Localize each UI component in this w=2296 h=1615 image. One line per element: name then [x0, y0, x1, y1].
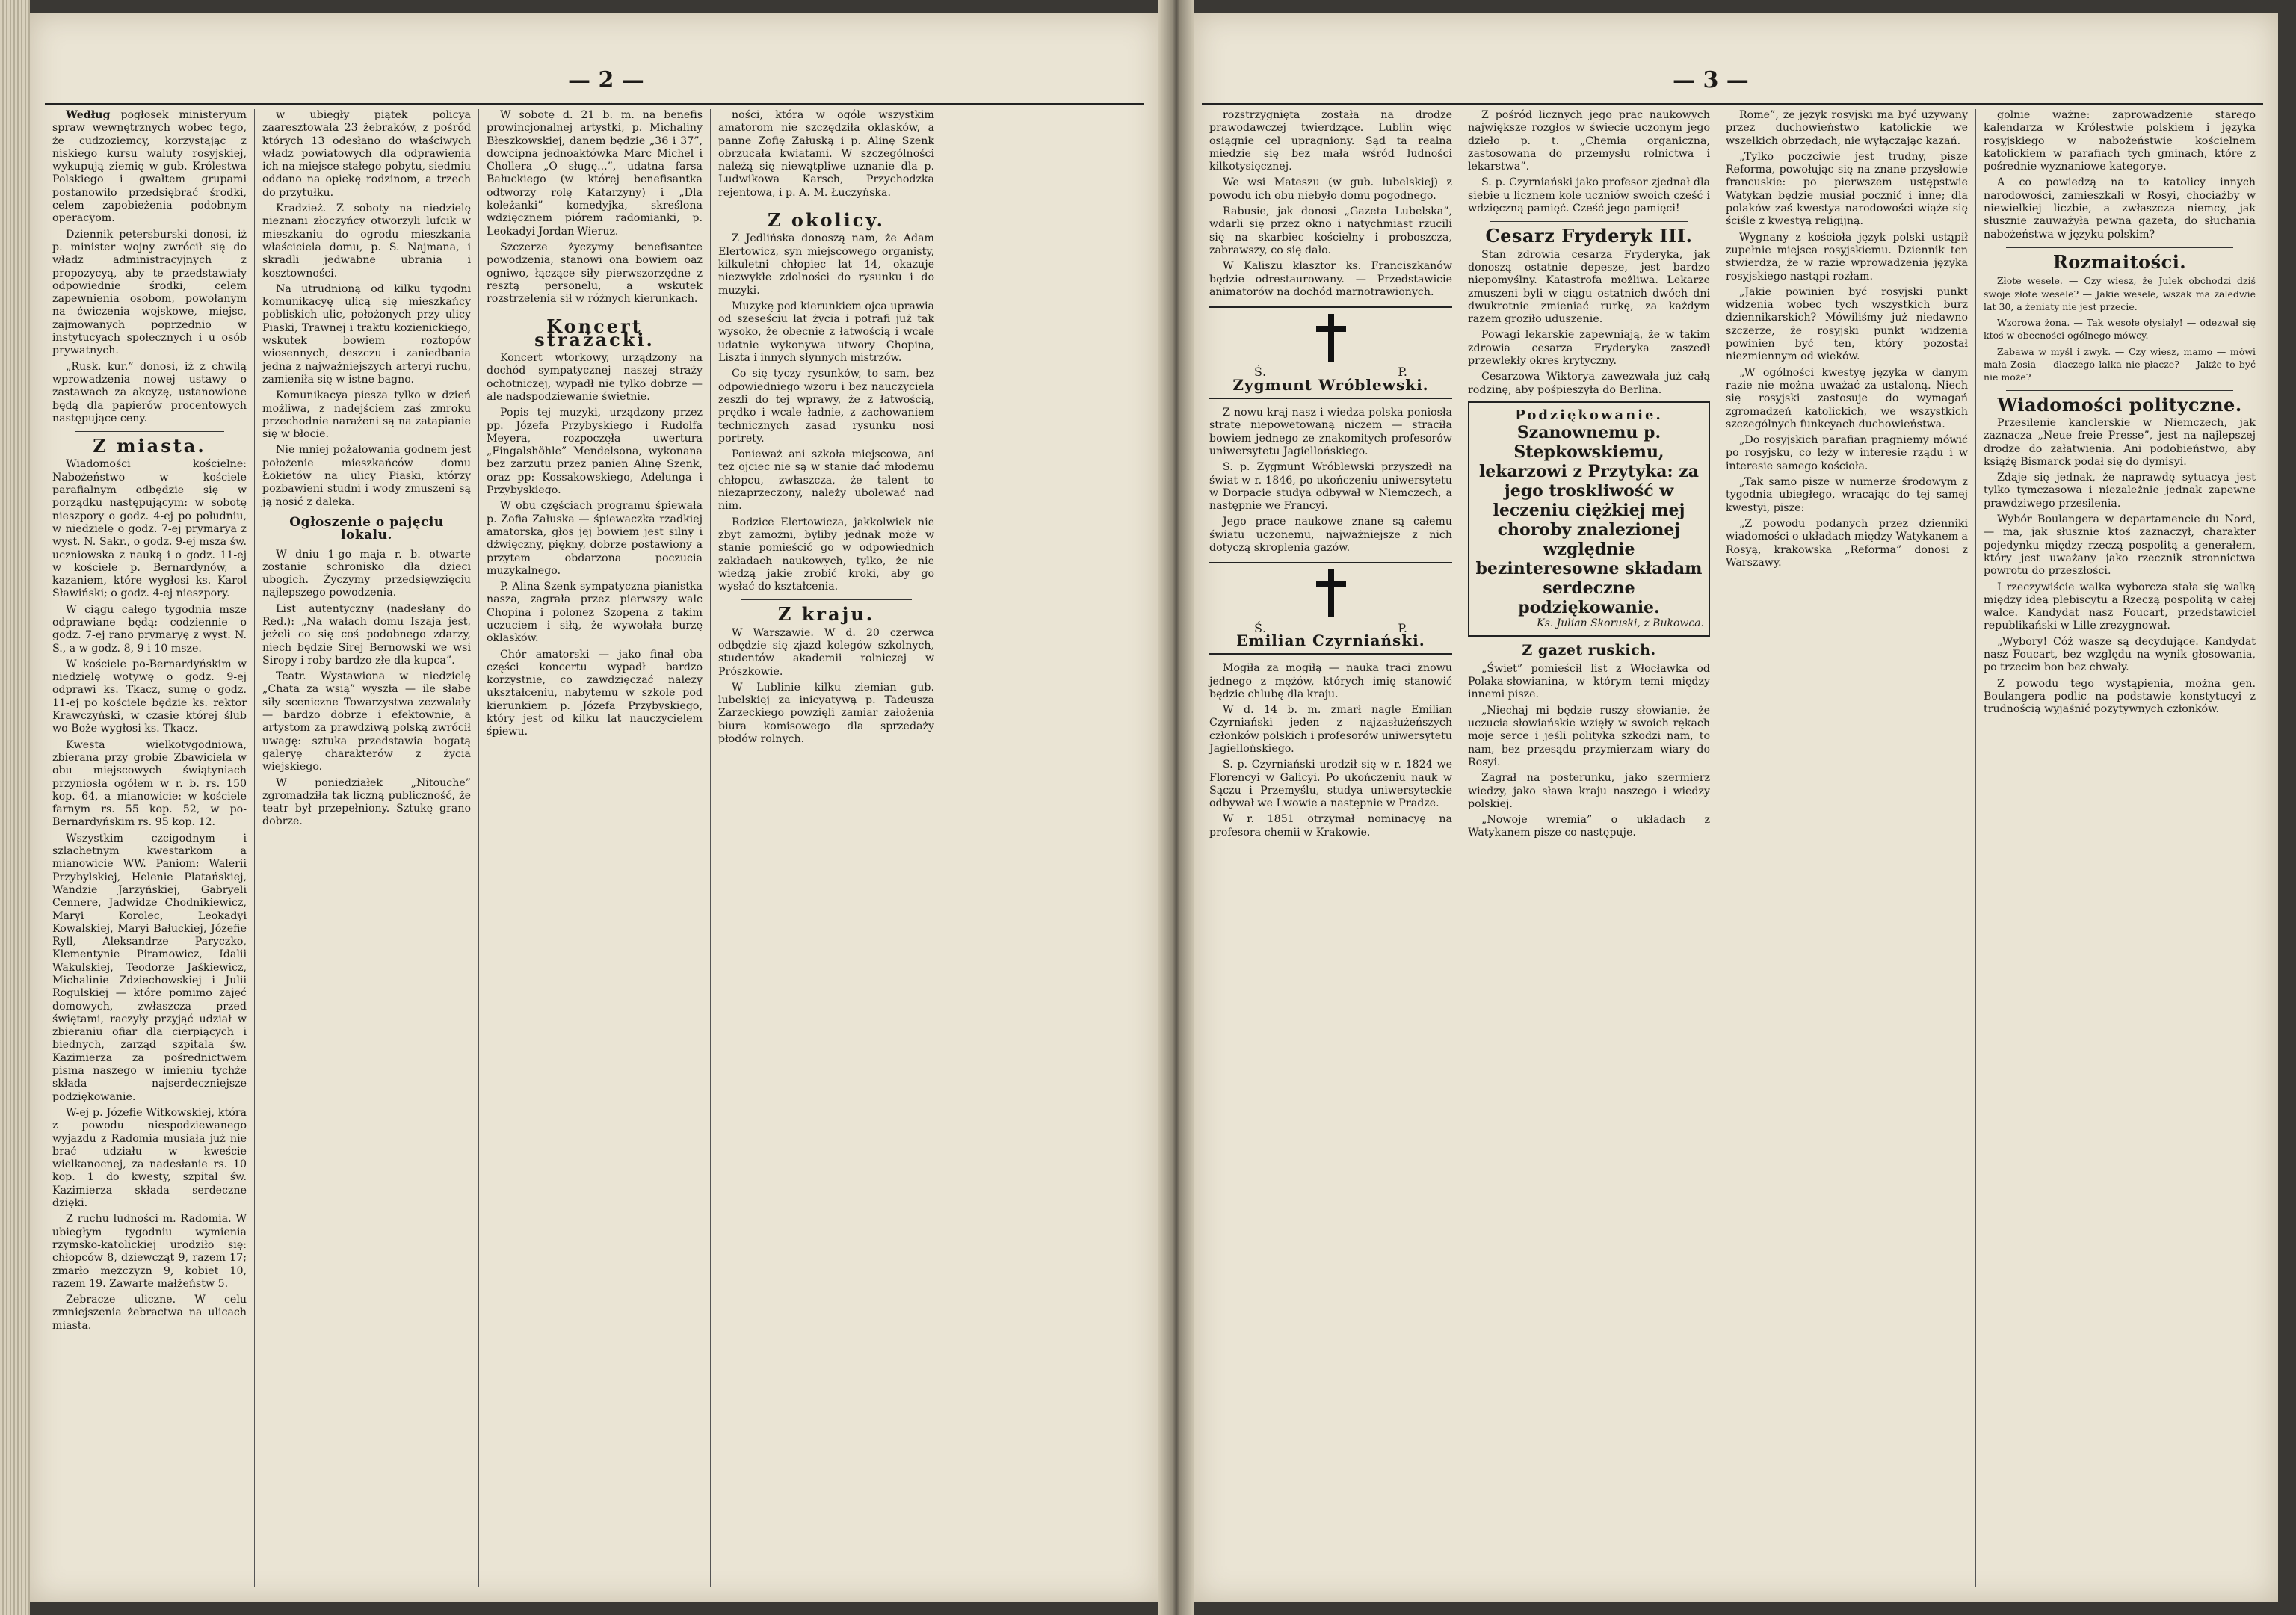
obituary-box [1209, 562, 1452, 655]
paragraph: W kościele po-Bernardyńskim w niedzielę wotywę o godz. 9-ej odprawi ks. Tkacz, sumę o godz. 11-ej po kościele będzie ks. rektor Krawczyński, w czasie której ślub wo Boże wygłosi ks. Tkacz. [52, 658, 247, 735]
paragraph: P. Alina Szenk sympatyczna pianistka nasza, zagrała przez pierwszy walc Chopina i polonez Szopena z takim uczuciem i siłą, że wywołała burzę oklasków. [487, 581, 703, 645]
paragraph: Wygnany z kościoła język polski ustąpił zupełnie miejsca rosyjskiemu. Dziennik ten stwierdza, że w razie wprowadzenia języka rosyjskiego nastąpi rozłam. [1726, 231, 1968, 282]
divider [741, 599, 912, 600]
section-heading: Z gazet ruskich. [1522, 641, 1656, 658]
paragraph: „Tak samo pisze w numerze środowym z tygodnia ubiegłego, wracając do tej samej kwestyi, pisze: [1726, 476, 1968, 514]
section-heading: Rozmaitości. [2052, 250, 2187, 273]
paragraph: Z Jedlińska donoszą nam, że Adam Elertowicz, syn miejscowego organisty, kilkuletni chłopiec lat 14, okazuje niezwykłe zdolności do rysunku i do muzyki. [718, 232, 934, 297]
paragraph: Wszystkim czcigodnym i szlachetnym kwestarkom a mianowicie WW. Paniom: Walerii Przybylskiej, Helenie Platańskiej, Wandzie Jarzyńskiej, Gabryeli Cennere, Jadwidze Chodnikiewicz, Maryi Korolec, Leokadyi Kowalskiej, Maryi Bałuckiej, Józefie Ryll, Aleksandrze Paryczko, Klementynie Piramowicz, Idalii Wakulskiej, Teodorze Jaśkiewicz, Michalinie Zdziechowskiej i Julii Rogulskiej — które pomimo zajęć domowych, zwłaszcza przed świętami, raczyły przyjąć udział w zbieraniu ofiar dla cierpiących i biednych, zarząd szpitala św. Kazimierza za pośrednictwem pisma naszego w imieniu tychże składa najserdeczniejsze podziękowanie. [52, 832, 247, 1103]
paragraph: Szczerze życzymy benefisantce powodzenia, stanowi ona bowiem oaz ogniwo, łączące siły pierwszorzędne z resztą personelu, a wskutek rozstrzelenia sił w różnych kierunkach. [487, 241, 703, 306]
paragraph: „Niechaj mi będzie ruszy słowianie, że uczucia słowiańskie wzięły w swoich rękach moje serce i jeśli polityka szkodzi nam, to nam, bez przesądu przymierzam wiary do Rosyi. [1468, 704, 1710, 768]
header-rule [1202, 103, 2263, 105]
paragraph: Komunikacya piesza tylko w dzień możliwa, z nadejściem zaś zmroku przechodnie narażeni są na zatapianie się w błocie. [262, 389, 471, 441]
paragraph: Popis tej muzyki, urządzony przez pp. Józefa Przybyskiego i Rudolfa Meyera, rozpoczęła uwertura „Fingalshöhle” Mendelsona, wykonana bez zarzutu przez panien Alinę Szenk, oraz pp: Kossakowskiego, Adelunga i Przybyskiego. [487, 407, 703, 497]
column-1 [45, 109, 254, 1587]
paragraph: „Rusk. kur.” donosi, iż z chwilą wprowadzenia nowej ustawy o zastawach za akcyzę, ustanowione będą dla papierów procentowych następujące ceny. [52, 360, 247, 424]
paragraph: Przesilenie kanclerskie w Niemczech, jak zaznacza „Neue freie Presse”, jest na najlepszej drodze do załatwienia. Ani podobieństwo, aby książę Bismarck podał się do dymisyi. [1984, 416, 2256, 468]
paragraph: W r. 1851 otrzymał nominacyę na profesora chemii w Krakowie. [1209, 813, 1452, 839]
paragraph: Zdaje się jednak, że naprawdę sytuacya jest tylko tymczasowa i niezależnie jednak zapewne prawdziwego przesilenia. [1984, 472, 2256, 510]
paragraph: W Warszawie. W d. 20 czerwca odbędzie się zjazd kolegów szkolnych, studentów akademii rolniczej w Prószkowie. [718, 626, 934, 678]
section-heading: Z miasta. [93, 435, 206, 457]
thanks-text: Szanownemu p. Stepkowskiemu, lekarzowi z Przytyka: za jego troskliwość w leczeniu ciężkiej mej choroby znalezionej względnie bezinteresowne składam serdeczne podziękowanie. [1475, 423, 1703, 618]
paragraph: W obu częściach programu śpiewała p. Zofia Załuska — śpiewaczka rzadkiej amatorska, głos jej bowiem jest silny i dźwięczny, piękny, dobrze postawiony a przytem obdarzona poczucia muzykalnego. [487, 500, 703, 577]
paragraph: We wsi Mateszu (w gub. lubelskiej) z powodu ich obu niebyło domu pogodnego. [1209, 176, 1452, 202]
paragraph: w ubiegły piątek policya zaaresztowała 23 żebraków, z pośród których 13 odesłano do właściwych władz powiatowych dla odprawienia ich na miejsce stałego pobytu, siedmiu oddano na opiekę rodzinom, a trzech do przytułku. [262, 109, 471, 199]
thanks-title: Podziękowanie. [1515, 407, 1663, 423]
initial-s: Ś. [1254, 620, 1267, 635]
page-number: — 2 — [568, 67, 644, 93]
paragraph: Zabawa w myśl i zwyk. — Czy wiesz, mamo — mówi mała Zosia — dlaczego lalka nie płacze? — Jakże to być nie może? [1984, 345, 2256, 383]
column-4 [1975, 109, 2263, 1587]
paragraph: Złote wesele. — Czy wiesz, że Julek obchodzi dziś swoje złote wesele? — Jakie wesele, wszak ma zaledwie lat 30, a żeniaty nie jest przecie. [1984, 275, 2256, 312]
paragraph: Z powodu tego wystąpienia, można gen. Boulangera podlic na podstawie konstytucyi z trudnością wyjaśnić pozytywnych członków. [1984, 677, 2256, 716]
paragraph: A co powiedzą na to katolicy innych narodowości, zamieszkali w Rosyi, chociażby w niewielkiej liczbie, a zwłaszcza niemcy, jak słusznie zauważyła pewna gazeta, do słuchania nabożeństwa w języku polskim? [1984, 176, 2256, 241]
paragraph: Nie mniej pożałowania godnem jest położenie mieszkańców domu Łokietów na ulicy Piaski, którzy pozbawieni studni i wody zmuszeni są ją nosić z daleka. [262, 444, 471, 508]
paragraph: W dniu 1-go maja r. b. otwarte zostanie schronisko dla dzieci ubogich. Życzymy przedsięwzięciu najlepszego powodzenia. [262, 548, 471, 599]
paragraph: List autentyczny (nadesłany do Red.): „Na wałach domu Iszaja jest, jeżeli co się coś podobnego zdarzy, niech będzie Sirej Bernowski we wsi Siropy i roby bardzo złe dla kupca”. [262, 602, 471, 667]
paragraph: „Wybory! Cóż wasze są decydujące. Kandydat nasz Foucart, bez względu na wynik głosowania, po trzecim bon bez chwały. [1984, 635, 2256, 674]
paragraph: Z pośród licznych jego prac naukowych największe rozgłos w świecie uczonym jego dzieło p. t. „Chemia organiczna, zastosowana do przemysłu rolnictwa i lekarstwa”. [1468, 109, 1710, 173]
book-edge [0, 0, 30, 1615]
columns [45, 109, 1144, 1587]
column-1 [1202, 109, 1460, 1587]
paragraph: Z ruchu ludności m. Radomia. W ubiegłym tygodniu wymienia rzymsko-katolickiej urodziło się: chłopców 8, dziewcząt 9, razem 17; zmarło mężczyzn 9, kobiet 10, razem 19. Zawarte małżeństw 5. [52, 1213, 247, 1290]
divider [2006, 247, 2233, 248]
column-3 [1718, 109, 1975, 1587]
paragraph: Cesarzowa Wiktorya zawezwała już całą rodzinę, aby pośpieszyła do Berlina. [1468, 371, 1710, 396]
column-3 [478, 109, 710, 1587]
paragraph: W-ej p. Józefie Witkowskiej, która z powodu niespodziewanego wyjazdu z Radomia musiała już nie brać udziału w kweście wielkanocnej, za nadesłanie rs. 10 kop. 1 do kwesty, szpital św. Kazimierza składa serdeczne dzięki. [52, 1106, 247, 1210]
paragraph: rozstrzygnięta została na drodze prawodawczej twierdzące. Lublin więc osiągnie cel upragniony. Sąd ta realna miedzie się bez mała wśród ludności kilkotysięcznej. [1209, 109, 1452, 173]
paragraph: „W ogólności kwestyę języka w danym razie nie można uważać za ustaloną. Niech się rosyjski zastosuje do wymagań zgromadzeń katolickich, we wszystkich szczególnych funkcyach duchowieństwa. [1726, 366, 1968, 430]
paragraph: S. p. Czyrniański urodził się w r. 1824 we Florencyi w Galicyi. Po ukończeniu nauk w Sączu i Przemyślu, studya uniwersyteckie odbywał we Lwowie a następnie w Pradze. [1209, 759, 1452, 810]
left-page [30, 13, 1159, 1602]
columns [1202, 109, 2263, 1587]
paragraph: Powagi lekarskie zapewniają, że w takim zdrowia cesarza Fryderyka zaszedł przewlekły okres krytyczny. [1468, 329, 1710, 368]
section-heading: Koncert strażacki. [534, 315, 655, 351]
column-2 [254, 109, 478, 1587]
paragraph: Koncert wtorkowy, urządzony na dochód sympatycznej naszej straży ochotniczej, wypadł nie tylko dobrze — ale nadspodziewanie świetnie. [487, 352, 703, 403]
obituary-box [1209, 306, 1452, 399]
paragraph: Rabusie, jak donosi „Gazeta Lubelska”, wdarli się przez okno i natychmiast rzucili się na skarbiec kościelny i proboszcza, zabrawszy, co się dało. [1209, 206, 1452, 256]
paragraph: „Świet” pomieścił list z Włocławka od Polaka-słowianina, w którym temi między innemi pisze. [1468, 662, 1710, 701]
paragraph: Zebracze uliczne. W celu zmniejszenia żebractwa na ulicach miasta. [52, 1294, 247, 1332]
paragraph: Rome”, że język rosyjski ma być używany przez duchowieństwo katolickie we wszelkich obrzędach, nie wyłączając kazań. [1726, 109, 1968, 147]
paragraph: Chór amatorski — jako finał oba części koncertu wypadł bardzo korzystnie, co zawdzięczać należy ukształceniu, nabytemu w szkole pod kierunkiem p. Józefa Przybyskiego, który jest od kilku lat nauczycielem śpiewu. [487, 648, 703, 738]
paragraph: W sobotę d. 21 b. m. na benefis prowincjonalnej artystki, p. Michaliny Błeszkowskiej, danem będzie „36 i 37”, dowcipna jednoaktówka Marc Michel i Chollera „O sługę...”, udatna farsa Bałuckiego (w której benefisantka odtworzy rolę Katarzyny) i „Dla koleżanki” komedyjka, skreślona wdzięcznem piórem radomianki, p. Leokadyi Jordan-Wieruz. [487, 109, 703, 238]
paragraph: „Tylko poczciwie jest trudny, pisze Reforma, powołując się na znane przysłowie francuskie: po pierwszem ustępstwie Watykan będzie musiał pocznić i inne; dla polaków zaś kwestya narodowości wiąże się ściśle z kwestyą religijną. [1726, 150, 1968, 228]
lead-word: Według [66, 109, 111, 121]
initial-p: P. [1398, 620, 1407, 635]
paragraph: Wybór Boulangera w departamencie du Nord, — ma, jak słusznie ktoś zaznaczył, charakter pojedynku między rzeczą pospolitą a generałem, który jest uważany jako rzecznik stronnictwa powrotu do przeszłości. [1984, 513, 2256, 578]
section-heading: Z okolicy. [768, 209, 885, 232]
paragraph: W Lublinie kilku ziemian gub. lubelskiej za inicyatywą p. Tadeusza Zarzeckiego powzięli zamiar założenia biura komisowego dla sprzedaży płodów rolnych. [718, 681, 934, 746]
initial-p: P. [1398, 365, 1407, 380]
paragraph: W d. 14 b. m. zmarł nagle Emilian Czyrniański jeden z najzasłużeńszych członków polskich i profesorów uniwersytetu Jagiellońskiego. [1209, 704, 1452, 755]
paragraph: W ciągu całego tygodnia msze odprawiane będą: codziennie o godz. 7-ej rano prymaryę z wyst. N. S., a w godz. 8, 9 i 10 msze. [52, 603, 247, 655]
paragraph: Co się tyczy rysunków, to sam, bez odpowiedniego wzoru i bez nauczyciela zeszli do tej wprawy, że z łatwością, prędko i wcale ładnie, z zachowaniem technicznych zasad rysunku nosi portrety. [718, 368, 934, 445]
thanks-signature: Ks. Julian Skoruski, z Bukowca. [1537, 617, 1704, 630]
paragraph-text: pogłosek ministeryum spraw wewnętrznych wobec tego, że cudzoziemcy, korzystając z niskiego kursu waluty rosyjskiej, wykupują ziemię w gub. Królestwa Polskiego i gwałtem grupami postanowiło przedsiębrać środki, celem zapobieżenia podobnym operacyom. [52, 109, 247, 225]
paragraph: golnie ważne: zaprowadzenie starego kalendarza w Królestwie polskiem i języka rosyjskiego w nabożeństwie kościelnem katolickiem w parafiach tych gminach, które z pośrednie wyznaniowe kategorye. [1984, 109, 2256, 173]
paragraph: Dziennik petersburski donosi, iż p. minister wojny zwrócił się do władz administracyjnych z propozycyą, aby te przedstawiały odpowiednie środki, celem zapewnienia osobom, powołanym na ćwiczenia wojskowe, miejsc, zajmowanych poprzednio w instytucyach społecznych i u osób prywatnych. [52, 228, 247, 357]
paragraph: Wiadomości kościelne: Nabożeństwo w kościele parafialnym odbędzie się w porządku następującym: w sobotę nieszpory o godz. 4-ej po południu, w niedzielę o godz. 7-ej prymarya z wyst. N. Sakr., o godz. 9-ej msza św. uczniowska z nauką i o godz. 11-ej w kościele p. Bernardynów, a kazaniem, które wygłosi ks. Karol Sławiński; o godz. 4-ej nieszpory. [52, 458, 247, 600]
paragraph: Kwesta wielkotygodniowa, zbierana przy grobie Zbawiciela w obu miejscowych świątyniach przyniosła ogółem w r. b. rs. 150 kop. 64, a mianowicie: w kościele farnym rs. 55 kop. 52, w po-Bernardyńskim rs. 95 kop. 12. [52, 738, 247, 829]
divider [2006, 390, 2233, 391]
header-rule [45, 103, 1144, 105]
paragraph [52, 109, 247, 226]
paragraph: Mogiła za mogiłą — nauka traci znowu jednego z mężów, których imię stanowić będzie chlubę dla kraju. [1209, 662, 1452, 700]
obituary-name: Zygmunt Wróblewski. [1232, 375, 1429, 394]
paragraph: „Nowoje wremia” o układach z Watykanem pisze co następuje. [1468, 814, 1710, 839]
divider [1490, 221, 1688, 222]
book-gutter [1158, 0, 1194, 1615]
column-4 [710, 109, 942, 1587]
thanks-notice [1468, 401, 1710, 637]
column-2 [1460, 109, 1718, 1587]
paragraph: Jego prace naukowe znane są całemu światu uczonemu, najważniejsze z nich dotyczą skroplenia gazów. [1209, 516, 1452, 555]
paragraph: W Kaliszu klasztor ks. Franciszkanów będzie odrestaurowany. — Przedstawicie animatorów na dochód marnotrawionych. [1209, 260, 1452, 298]
paragraph: I rzeczywiście walka wyborcza stała się walką między ideą plebiscytu a Rzeczą pospolitą w całej walce. Kandydat nasz Foucart, przedstawiciel republikański w Lille zrezygnował. [1984, 581, 2256, 632]
paragraph: „Z powodu podanych przez dzienniki wiadomości o układach między Watykanem a Rosyą, krakowska „Reforma” donosi z Warszawy. [1726, 517, 1969, 569]
paragraph: Muzykę pod kierunkiem ojca uprawia od szeseściu lat życia i potrafi już tak wysoko, że obecnie z łatwością i wcale udatnie wykonywa utwory Chopina, Liszta i innych słynnych mistrzów. [718, 300, 934, 365]
paragraph: Ponieważ ani szkoła miejscowa, ani też ojciec nie są w stanie dać młodemu chłopcu, zwłaszcza, że talent to niezaprzeczony, należy ubolewać nad nim. [718, 448, 934, 513]
divider [75, 431, 224, 432]
paragraph: Teatr. Wystawiona w niedzielę „Chata za wsią” wyszła — ile słabe siły sceniczne Towarzystwa zezwalały — bardzo dobrze i efektownie, a artystom za prawdziwą polską zwrócił uwagę: sztuka przedstawia bogatą galeryę charakterów z życia wiejskiego. [262, 670, 471, 773]
cross-icon [1315, 569, 1348, 617]
section-heading: Z kraju. [777, 603, 875, 626]
paragraph: „Jakie powinien być rosyjski punkt widzenia wobec tych wszystkich burz dziennikarskich? Mówiliśmy już niedawno szczerze, że rosyjski punkt widzenia powinien być ten, który pozostał niezmiennym od wieków. [1726, 285, 1968, 363]
paragraph: Zagrał na posterunku, jako szermierz wiedzy, jako sława kraju naszego i wiedzy polskiej. [1468, 772, 1710, 810]
section-heading: Ogłoszenie o pajęciu lokalu. [289, 514, 444, 543]
paragraph: „Do rosyjskich parafian pragniemy mówić po rosyjsku, co leży w interesie rządu i w interesie samego kościoła. [1726, 434, 1968, 472]
paragraph: Rodzice Elertowicza, jakkolwiek nie zbyt zamożni, byliby jednak może w stanie pomieścić go w odpowiednich zakładach naukowych, tylko, że nie wiedzą jakie zrobić kroki, aby go wysłać do kształcenia. [718, 516, 934, 593]
paragraph: Z nowu kraj nasz i wiedza polska poniosła stratę niepowetowaną niczem — straciła bowiem jednego ze znakomitych profesorów uniwersytetu Jagiellońskiego. [1209, 407, 1452, 457]
obituary-name: Emilian Czyrniański. [1236, 631, 1425, 649]
paragraph: Stan zdrowia cesarza Fryderyka, jak donoszą ostatnie depesze, jest bardzo niepomyślny. Katastrofa możliwa. Lekarze zmuszeni byli w ciągu ostatnich dwóch dni dwukrotnie zmieniać rurkę, za każdym razem groziło uduszenie. [1468, 248, 1710, 326]
section-heading: Wiadomości polityczne. [1997, 393, 2242, 416]
page-number: — 3 — [1673, 67, 1749, 93]
paragraph: S. p. Zygmunt Wróblewski przyszedł na świat w r. 1846, po ukończeniu uniwersytetu w Dorpacie studya odbywał w Niemczech, a następnie we Francyi. [1209, 461, 1452, 513]
paragraph: W poniedziałek „Nitouche” zgromadziła tak liczną publiczność, że teatr był przepełniony. Sztukę grano dobrze. [262, 776, 471, 828]
paragraph: Wzorowa żona. — Tak wesołe ołysiały! — odezwał się ktoś w obecności ogólnego mówcy. [1984, 317, 2256, 342]
paragraph: S. p. Czyrniański jako profesor zjednał dla siebie u licznem kole uczniów swoich cześć i wdzięczną pamięć. Cześć jego pamięci! [1468, 176, 1710, 215]
right-page [1194, 13, 2278, 1602]
cross-icon [1315, 314, 1348, 362]
paragraph: ności, która w ogóle wszystkim amatorom nie szczędziła oklasków, a panne Zofię Załuską i p. Alinę Szenk obrzucała kwiatami. W szczególności należą się niewątpliwe uznanie dla p. Ludwikowa Karsch, Przychodzka rejentowa, i p. A. M. Łuczyńska. [718, 109, 934, 199]
paragraph: Na utrudnioną od kilku tygodni komunikacyę ulicą się mieszkańcy pobliskich ulic, położonych przy ulicy Piaski, Trawnej i traktu kozienickiego, wskutek bowiem roztopów wiosennych, deszczu i zaniedbania jedna z najważniejszych arteryi ruchu, zamieniła się w istne bagno. [262, 282, 471, 386]
initial-s: Ś. [1254, 365, 1267, 380]
paragraph: Kradzież. Z soboty na niedzielę nieznani złoczyńcy otworzyli lufcik w mieszkaniu do ogrodu mieszkania właściciela domu, p. S. Najmana, i skradli jedwabne ubrania i kosztowności. [262, 203, 471, 280]
section-heading: Cesarz Fryderyk III. [1485, 225, 1693, 247]
